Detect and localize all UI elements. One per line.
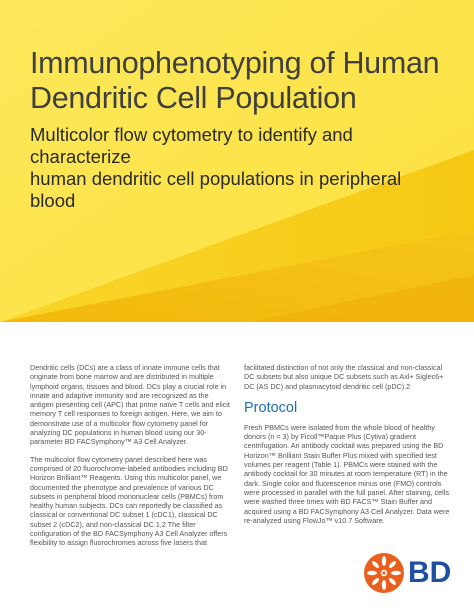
- page-subtitle: [30, 124, 450, 212]
- bd-logo-text: BD: [408, 556, 452, 589]
- continuation-paragraph: facilitated distinction of not only the classical and non-classical DC subsets but also unique DC subsets such as Axl+ Siglec6+ DC (AS DC) and plasmacytoid dendritic cell (pDC).2: [244, 363, 444, 391]
- subtitle-line-2: human dendritic cell populations in peripheral blood: [30, 168, 402, 211]
- protocol-heading: Protocol: [244, 399, 298, 416]
- right-column: [244, 363, 450, 533]
- subtitle-line-1: Multicolor flow cytometry to identify and characterize: [30, 124, 353, 167]
- bd-starburst-icon: [363, 552, 405, 594]
- title-line-1: Immunophenotyping of Human: [30, 46, 440, 80]
- title-line-2: Dendritic Cell Population: [30, 81, 357, 115]
- panel-paragraph: The multicolor flow cytometry panel described here was comprised of 20 fluorochrome-labeled antibodies including BD Horizon Brilliant™ Reagents. Using this multicolor panel, we documented the phenotype and prevalence of various DC subsets in peripheral blood mononuclear cells (PBMCs) from healthy human subjects. DCs can reportedly be classified as classical or conventional DC subset 1 (cDC1), classical DC subset 2 (cDC2), and non-classical DC.1,2 The filter configuration of the BD FACSymphony A3 Cell Analyzer offers flexibility to assign fluorochromes across five lasers that: [30, 454, 228, 548]
- bd-logo: [363, 552, 453, 594]
- intro-paragraph: Dendritic cells (DCs) are a class of innate immune cells that originate from bone marrow and are distributed in multiple lymphoid organs, tissues and blood. DCs play a crucial role in innate and adaptive immunity and are recognized as the antigen presenting cell (APC) that prime naïve T cells and elicit memory T cell responses to foreign antigen. Here, we aim to demonstrate use of a multicolor flow cytometry panel for analyzing DC populations in human blood using our 30-parameter BD FACSymphony™ A3 Cell Analyzer.: [30, 363, 230, 447]
- page-title: [30, 46, 450, 116]
- left-column: [30, 363, 234, 556]
- protocol-paragraph: Fresh PBMCs were isolated from the whole blood of healthy donors (n = 3) by Ficoll™Paque Plus (Cytiva) gradient centrifugation. An antibody cocktail was prepared using the BD Horizon™ Brilliant Stain Buffer Plus mixed with specified test volumes per reagent (Table 1). PBMCs were stained with the antibody cocktail for 30 minutes at room temperature (RT) in the dark. Single color and fluorescence minus one (FMO) controls were processed in parallel with the full panel. After staining, cells were washed three times with BD FACS™ Stain Buffer and acquired using a BD FACSymphony A3 Cell Analyzer. Data were re-analyzed using FlowJo™ v10.7 Software.: [244, 422, 450, 525]
